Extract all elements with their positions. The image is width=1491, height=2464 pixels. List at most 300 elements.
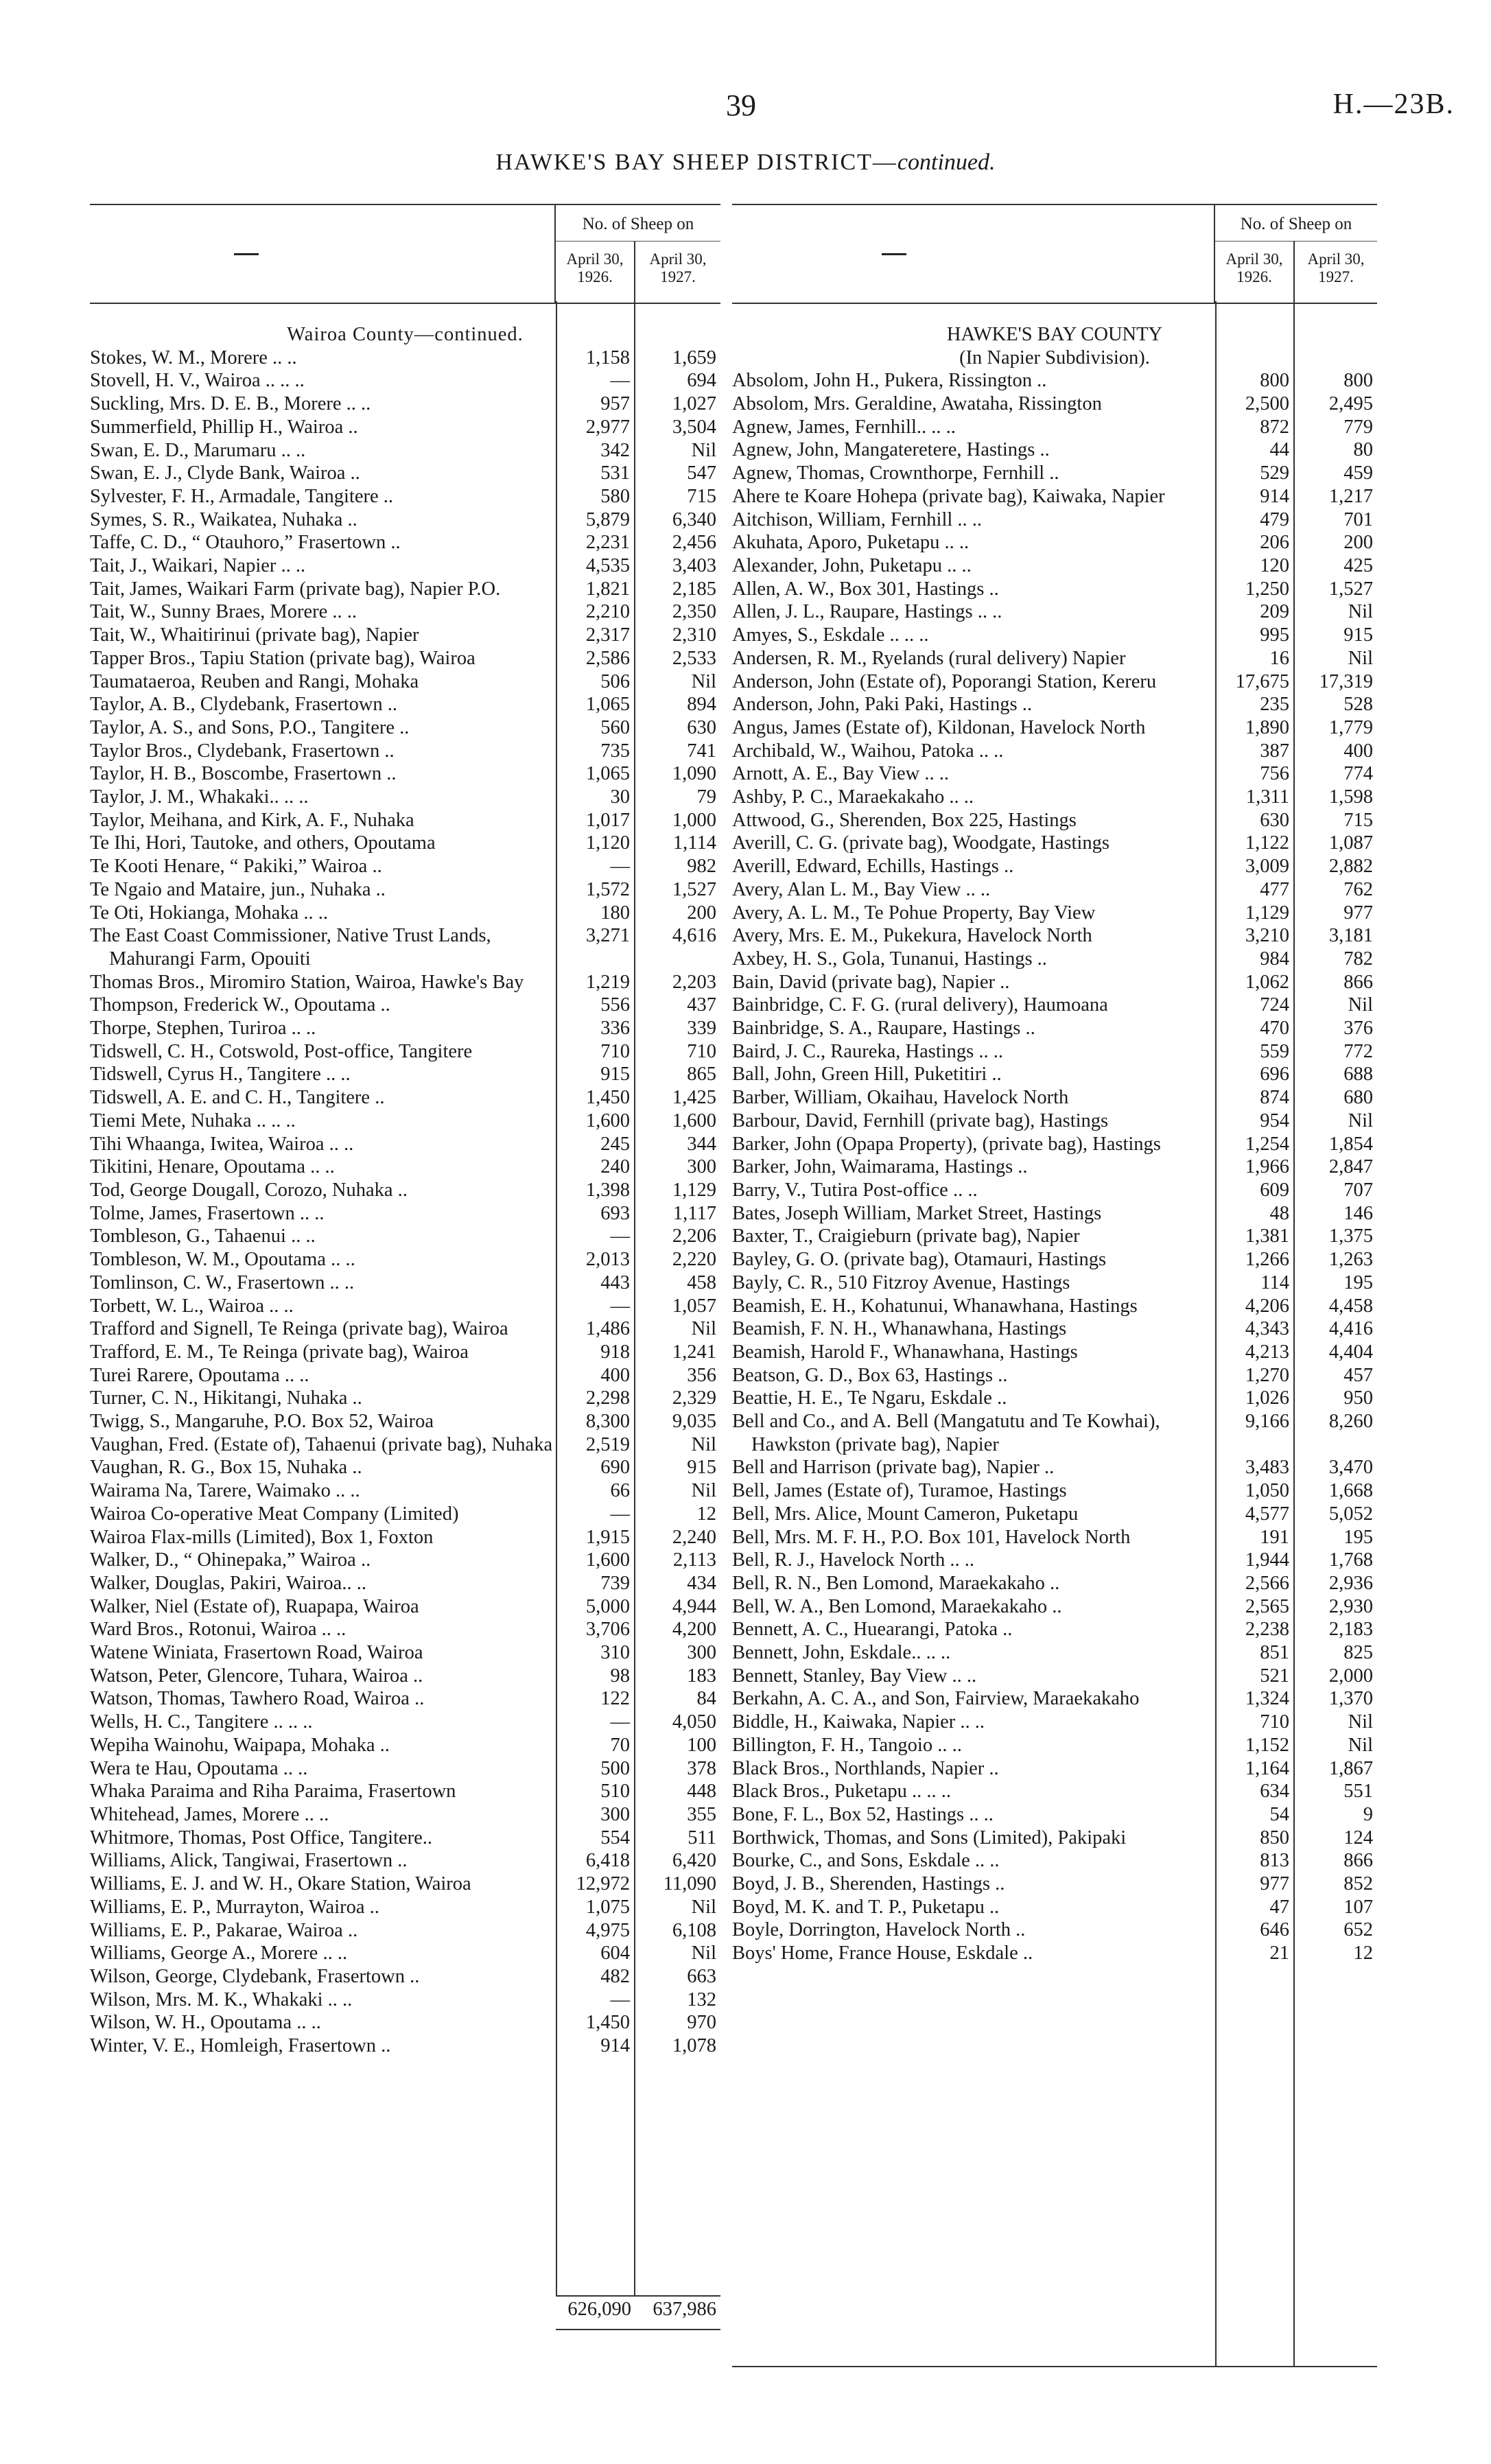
- owner-name: Tidswell, C. H., Cotswold, Post-office, Tangitere: [90, 1040, 473, 1062]
- table-row: [90, 878, 720, 902]
- sheep-1926: 206: [1260, 532, 1289, 554]
- table-row: [90, 1965, 720, 1988]
- table-row: [90, 1549, 720, 1572]
- table-row: [732, 1503, 1377, 1526]
- owner-name: Whitehead, James, Morere .. ..: [90, 1803, 329, 1825]
- sheep-1927: 437: [687, 994, 716, 1016]
- owner-name: Absolom, John H., Pukera, Rissington ..: [732, 370, 1047, 392]
- owner-name: Beamish, F. N. H., Whanawhana, Hastings: [732, 1318, 1067, 1340]
- owner-name: Twigg, S., Mangaruhe, P.O. Box 52, Wairoa: [90, 1411, 434, 1433]
- sheep-1926: 710: [1260, 1711, 1289, 1733]
- sheep-1926: 851: [1260, 1642, 1289, 1664]
- table-row: [732, 1040, 1377, 1064]
- owner-name: Bainbridge, S. A., Raupare, Hastings ..: [732, 1018, 1035, 1040]
- sheep-1927: 434: [687, 1572, 716, 1594]
- sheep-1926: 580: [600, 485, 630, 507]
- owner-name: Avery, A. L. M., Te Pohue Property, Bay View: [732, 902, 1096, 924]
- table-row: [90, 1479, 720, 1503]
- table-row: [90, 1433, 720, 1457]
- table-row: [732, 1572, 1377, 1595]
- table-row: [732, 1387, 1377, 1410]
- sheep-1927: 4,458: [1328, 1295, 1373, 1317]
- owner-name: Wells, H. C., Tangitere .. .. ..: [90, 1711, 313, 1733]
- sheep-1926: 2,977: [585, 416, 630, 438]
- owner-name: Walker, D., “ Ohinepaka,” Wairoa ..: [90, 1549, 371, 1571]
- owner-name: Bell and Harrison (private bag), Napier ..: [732, 1457, 1055, 1479]
- sheep-1927: 12: [696, 1503, 716, 1525]
- sheep-1926: 1,821: [585, 578, 630, 600]
- owner-name: Tait, W., Whaitirinui (private bag), Napier: [90, 624, 419, 646]
- sheep-1926: 3,483: [1245, 1457, 1289, 1479]
- sheep-1927: Nil: [1348, 994, 1373, 1016]
- sheep-1926: 693: [600, 1202, 630, 1224]
- sheep-1927: 1,117: [672, 1202, 716, 1224]
- sheep-1926: 918: [600, 1341, 630, 1363]
- sheep-1926: 506: [600, 670, 630, 692]
- table-row: [90, 416, 720, 439]
- sheep-1927: 707: [1343, 1179, 1373, 1201]
- sheep-1926: 1,065: [585, 763, 630, 785]
- sheep-1927: 1,087: [1328, 832, 1373, 854]
- sheep-1926: 813: [1260, 1850, 1289, 1872]
- left-column-table: [90, 204, 720, 2338]
- table-row: [732, 1479, 1377, 1503]
- sheep-1926: 995: [1260, 624, 1289, 646]
- sheep-1926: 735: [600, 740, 630, 762]
- table-row: [732, 1780, 1377, 1803]
- owner-name: Averill, Edward, Echills, Hastings ..: [732, 856, 1014, 878]
- left-body: [90, 323, 720, 2058]
- table-row: [732, 369, 1377, 392]
- sheep-1926: 2,566: [1245, 1572, 1289, 1594]
- owner-name: Agnew, Thomas, Crownthorpe, Fernhill ..: [732, 462, 1059, 484]
- sheep-1927: 195: [1343, 1271, 1373, 1293]
- table-row: [90, 902, 720, 925]
- table-row: [732, 1595, 1377, 1619]
- sheep-1927: 4,416: [1328, 1318, 1373, 1340]
- owner-name: Whitmore, Thomas, Post Office, Tangitere..: [90, 1827, 433, 1849]
- owner-name: Tapper Bros., Tapiu Station (private bag), Wairoa: [90, 647, 476, 669]
- table-row: [90, 1248, 720, 1271]
- sheep-1927: 2,350: [672, 601, 716, 623]
- table-row: [90, 624, 720, 647]
- sheep-1926: 2,500: [1245, 393, 1289, 415]
- owner-name: Wepiha Wainohu, Waipapa, Mohaka ..: [90, 1734, 390, 1756]
- sheep-1926: 477: [1260, 878, 1289, 900]
- sheep-1927: 528: [1343, 694, 1373, 716]
- sheep-1927: 457: [1343, 1364, 1373, 1386]
- owner-name: Williams, George A., Morere .. ..: [90, 1943, 348, 1964]
- left-header-col2: April 30, 1927.: [634, 241, 720, 303]
- table-row: [732, 1549, 1377, 1572]
- table-row: [90, 1341, 720, 1364]
- owner-name: Wilson, W. H., Opoutama .. ..: [90, 2012, 321, 2034]
- owner-name: Tidswell, A. E. and C. H., Tangitere ..: [90, 1087, 385, 1109]
- sheep-1926: 44: [1269, 439, 1289, 461]
- table-row: [90, 1526, 720, 1549]
- table-row: [90, 1364, 720, 1387]
- sheep-1926: 2,519: [585, 1433, 630, 1455]
- sheep-1926: 1,122: [1245, 832, 1289, 854]
- owner-name: Bates, Joseph William, Market Street, Hastings: [732, 1202, 1102, 1224]
- sheep-1926: 556: [600, 994, 630, 1016]
- owner-name: Wilson, Mrs. M. K., Whakaki .. ..: [90, 1988, 353, 2010]
- owner-name: Williams, E. J. and W. H., Okare Station, Wairoa: [90, 1873, 471, 1895]
- owner-name: Taylor, J. M., Whakaki.. .. ..: [90, 786, 309, 808]
- sheep-1927: 2,495: [1328, 393, 1373, 415]
- table-row: [90, 1110, 720, 1133]
- sheep-1927: Nil: [1348, 1711, 1373, 1733]
- sheep-1926: 1,254: [1245, 1133, 1289, 1155]
- sheep-1927: 652: [1343, 1919, 1373, 1941]
- sheep-1926: 1,120: [585, 832, 630, 854]
- sheep-1926: 2,565: [1245, 1595, 1289, 1617]
- owner-name: Winter, V. E., Homleigh, Frasertown ..: [90, 2035, 391, 2057]
- sheep-1926: 1,450: [585, 2012, 630, 2034]
- owner-name: Tombleson, G., Tahaenui .. ..: [90, 1225, 316, 1247]
- sheep-1926: 2,586: [585, 647, 630, 669]
- owner-name: Barbour, David, Fernhill (private bag), Hastings: [732, 1110, 1109, 1131]
- table-row: [732, 1665, 1377, 1688]
- table-row: [90, 1017, 720, 1040]
- sheep-1926: 1,152: [1245, 1734, 1289, 1756]
- owner-name: Bell, Mrs. M. F. H., P.O. Box 101, Havelock North: [732, 1526, 1131, 1548]
- right-header-group: [1214, 205, 1377, 303]
- sheep-1927: 459: [1343, 462, 1373, 484]
- sheep-1927: 339: [687, 1018, 716, 1040]
- owner-name: Williams, E. P., Murrayton, Wairoa ..: [90, 1896, 379, 1918]
- owner-name: Taumataeroa, Reuben and Rangi, Mohaka: [90, 670, 419, 692]
- owner-name: Baxter, T., Craigieburn (private bag), Napier: [732, 1225, 1080, 1247]
- table-row: [90, 1063, 720, 1086]
- owner-name: Bennett, Stanley, Bay View .. ..: [732, 1665, 977, 1687]
- owner-name: Anderson, John (Estate of), Poporangi Station, Kereru: [732, 670, 1157, 692]
- sheep-1926: 1,572: [585, 878, 630, 900]
- sheep-1926: 4,213: [1245, 1341, 1289, 1363]
- owner-name: Trafford and Signell, Te Reinga (private bag), Wairoa: [90, 1318, 508, 1340]
- right-table-header: [732, 204, 1377, 304]
- owner-name: Taffe, C. D., “ Otauhoro,” Frasertown ..: [90, 532, 401, 554]
- owner-name: Absolom, Mrs. Geraldine, Awataha, Rissington: [732, 393, 1102, 415]
- table-row: [90, 462, 720, 485]
- sheep-1926: 957: [600, 393, 630, 415]
- table-row: [732, 902, 1377, 925]
- table-row: [732, 462, 1377, 485]
- table-row: [732, 1942, 1377, 1965]
- owner-name: Bell, R. J., Havelock North .. ..: [732, 1549, 975, 1571]
- owner-name: Thorpe, Stephen, Turiroa .. ..: [90, 1018, 316, 1040]
- owner-name: Allen, A. W., Box 301, Hastings ..: [732, 578, 999, 600]
- sheep-1926: 872: [1260, 416, 1289, 438]
- owner-name: Vaughan, R. G., Box 15, Nuhaka ..: [90, 1457, 362, 1479]
- owner-name: Bell and Co., and A. Bell (Mangatutu and Te Kowhai), Hawkston (private bag), Napier: [732, 1411, 1160, 1455]
- sheep-1927: 982: [687, 856, 716, 878]
- sheep-1926: 245: [600, 1133, 630, 1155]
- sheep-1927: 84: [696, 1688, 716, 1710]
- table-row: [732, 924, 1377, 948]
- sheep-1926: 342: [600, 439, 630, 461]
- table-row: [732, 1827, 1377, 1850]
- sheep-1926: 21: [1269, 1943, 1289, 1964]
- sheep-1927: 894: [687, 694, 716, 716]
- sheep-1927: 1,668: [1328, 1480, 1373, 1502]
- sheep-1927: Nil: [691, 1896, 716, 1918]
- sheep-1927: 630: [687, 716, 716, 738]
- owner-name: Beamish, Harold F., Whanawhana, Hastings: [732, 1341, 1078, 1363]
- sheep-1926: 3,271: [585, 925, 630, 947]
- table-row: [90, 924, 720, 970]
- page-reference: H.—23B.: [1332, 89, 1455, 120]
- owner-name: Ashby, P. C., Maraekakaho .. ..: [732, 786, 974, 808]
- table-row: [90, 369, 720, 392]
- owner-name: Boyd, M. K. and T. P., Puketapu ..: [732, 1896, 1000, 1918]
- table-row: [732, 1202, 1377, 1225]
- sheep-1927: 825: [1343, 1642, 1373, 1664]
- title-main: HAWKE'S BAY SHEEP DISTRICT—: [495, 150, 897, 175]
- sheep-1926: —: [610, 1711, 630, 1733]
- table-row: [90, 1086, 720, 1110]
- owner-name: Williams, Alick, Tangiwai, Frasertown ..: [90, 1850, 408, 1872]
- table-row: [732, 1133, 1377, 1156]
- table-row: [90, 1919, 720, 1943]
- table-row: [732, 485, 1377, 508]
- table-row: [90, 1803, 720, 1827]
- sheep-1926: 500: [600, 1757, 630, 1779]
- table-row: [90, 1665, 720, 1688]
- right-bottom-rule: [732, 2366, 1377, 2367]
- sheep-1927: 1,217: [1328, 485, 1373, 507]
- sheep-1926: 2,013: [585, 1249, 630, 1271]
- page-number: 39: [726, 89, 756, 122]
- table-row: [732, 1757, 1377, 1781]
- sheep-1927: Nil: [691, 1480, 716, 1502]
- sheep-1927: 132: [687, 1988, 716, 2010]
- table-row: [732, 1849, 1377, 1873]
- sheep-1926: 1,915: [585, 1526, 630, 1548]
- owner-name: Tait, J., Waikari, Napier .. ..: [90, 555, 306, 577]
- sheep-1926: 3,706: [585, 1619, 630, 1641]
- owner-name: Tombleson, W. M., Opoutama .. ..: [90, 1249, 355, 1271]
- sheep-1927: 3,470: [1328, 1457, 1373, 1479]
- sheep-1926: —: [610, 1503, 630, 1525]
- sheep-1926: 2,238: [1245, 1619, 1289, 1641]
- sheep-1927: 977: [1343, 902, 1373, 924]
- sheep-1927: 2,310: [672, 624, 716, 646]
- right-body: [732, 323, 1377, 1965]
- sheep-1926: 479: [1260, 508, 1289, 530]
- sheep-1927: 741: [687, 740, 716, 762]
- sheep-1927: 458: [687, 1271, 716, 1293]
- owner-name: Boyd, J. B., Sherenden, Hastings ..: [732, 1873, 1005, 1895]
- owner-name: Barker, John, Waimarama, Hastings ..: [732, 1156, 1028, 1178]
- owner-name: Baird, J. C., Raureka, Hastings .. ..: [732, 1040, 1003, 1062]
- sheep-1927: 1,375: [1328, 1225, 1373, 1247]
- owner-name: Ahere te Koare Hohepa (private bag), Kaiwaka, Napier: [732, 485, 1165, 507]
- sheep-1927: 1,425: [672, 1087, 716, 1109]
- owner-name: Attwood, G., Sherenden, Box 225, Hastings: [732, 809, 1077, 831]
- sheep-1927: 5,052: [1328, 1503, 1373, 1525]
- owner-name: Bell, James (Estate of), Turamoe, Hastings: [732, 1480, 1067, 1502]
- sheep-1927: 376: [1343, 1018, 1373, 1040]
- table-row: [732, 1618, 1377, 1641]
- sheep-1926: 1,075: [585, 1896, 630, 1918]
- sheep-1926: 1,311: [1245, 786, 1289, 808]
- sheep-1926: 1,486: [585, 1318, 630, 1340]
- table-row: [732, 1295, 1377, 1318]
- sheep-1926: —: [610, 1988, 630, 2010]
- sheep-1926: 510: [600, 1781, 630, 1803]
- table-row: [732, 971, 1377, 994]
- table-row: [90, 439, 720, 462]
- owner-name: Wera te Hau, Opoutama .. ..: [90, 1757, 308, 1779]
- sheep-1926: 984: [1260, 948, 1289, 970]
- sheep-1926: 915: [600, 1064, 630, 1086]
- owner-name: Beattie, H. E., Te Ngaru, Eskdale ..: [732, 1387, 1007, 1409]
- table-row: [90, 1988, 720, 2012]
- sheep-1926: 1,600: [585, 1110, 630, 1131]
- table-row: [90, 1271, 720, 1295]
- owner-name: Bain, David (private bag), Napier ..: [732, 971, 1010, 993]
- sheep-1926: 1,050: [1245, 1480, 1289, 1502]
- sheep-1927: 4,050: [672, 1711, 716, 1733]
- sheep-1926: 240: [600, 1156, 630, 1178]
- table-row: [732, 832, 1377, 855]
- right-header-col1: April 30, 1926.: [1225, 250, 1283, 285]
- sheep-1927: Nil: [691, 670, 716, 692]
- sheep-1927: 2,847: [1328, 1156, 1373, 1178]
- table-row: [90, 809, 720, 832]
- owner-name: Summerfield, Phillip H., Wairoa ..: [90, 416, 358, 438]
- left-total-1926: 626,090: [567, 2299, 631, 2320]
- sheep-1926: 1,065: [585, 694, 630, 716]
- owner-name: Wairoa Flax-mills (Limited), Box 1, Foxton: [90, 1526, 434, 1548]
- sheep-1926: 977: [1260, 1873, 1289, 1895]
- table-row: [732, 1248, 1377, 1271]
- table-row: [90, 1734, 720, 1757]
- owner-name: Swan, E. D., Marumaru .. ..: [90, 439, 306, 461]
- sheep-1927: 865: [687, 1064, 716, 1086]
- sheep-1926: 336: [600, 1018, 630, 1040]
- sheep-1926: 6,418: [585, 1850, 630, 1872]
- table-row: [732, 392, 1377, 416]
- title-continued: continued.: [897, 150, 996, 175]
- sheep-1927: 701: [1343, 508, 1373, 530]
- owner-name: Taylor, Meihana, and Kirk, A. F., Nuhaka: [90, 809, 414, 831]
- owner-name: Billington, F. H., Tangoio .. ..: [732, 1734, 962, 1756]
- sheep-1927: 2,113: [672, 1549, 716, 1571]
- table-row: [90, 1040, 720, 1064]
- owner-name: Ward Bros., Rotonui, Wairoa .. ..: [90, 1619, 347, 1641]
- sheep-1927: 1,779: [1328, 716, 1373, 738]
- sheep-1927: 970: [687, 2012, 716, 2034]
- table-row: [90, 2011, 720, 2034]
- sheep-1927: 1,027: [672, 393, 716, 415]
- sheep-1926: 17,675: [1235, 670, 1289, 692]
- table-row: [90, 1456, 720, 1479]
- sheep-1926: 98: [610, 1665, 630, 1687]
- table-row: [90, 1711, 720, 1734]
- table-row: [732, 786, 1377, 809]
- sheep-1927: 6,420: [672, 1850, 716, 1872]
- sheep-1927: 2,329: [672, 1387, 716, 1409]
- right-column-table: [732, 204, 1377, 2366]
- sheep-1926: 630: [1260, 809, 1289, 831]
- sheep-1926: 387: [1260, 740, 1289, 762]
- sheep-1927: 4,200: [672, 1619, 716, 1641]
- sheep-1927: 200: [687, 902, 716, 924]
- table-row: [90, 1317, 720, 1341]
- sheep-1927: 195: [1343, 1526, 1373, 1548]
- sheep-1926: 1,158: [585, 347, 630, 368]
- owner-name: Watson, Peter, Glencore, Tuhara, Wairoa ..: [90, 1665, 423, 1687]
- sheep-1926: 30: [610, 786, 630, 808]
- table-row: [90, 1202, 720, 1225]
- sheep-1926: 12,972: [576, 1873, 630, 1895]
- sheep-1926: 70: [610, 1734, 630, 1756]
- sheep-1926: 47: [1269, 1896, 1289, 1918]
- sheep-1927: 1,598: [1328, 786, 1373, 808]
- sheep-1927: 4,944: [672, 1595, 716, 1617]
- table-row: [90, 1225, 720, 1248]
- sheep-1927: Nil: [691, 1433, 716, 1455]
- left-header-col1: April 30, 1926.: [566, 250, 624, 285]
- sheep-1926: 122: [600, 1688, 630, 1710]
- right-header-col2: April 30, 1927.: [1293, 241, 1377, 303]
- table-row: [732, 1017, 1377, 1040]
- owner-name: Tidswell, Cyrus H., Tangitere .. ..: [90, 1064, 351, 1086]
- sheep-1927: 2,220: [672, 1249, 716, 1271]
- sheep-1927: 852: [1343, 1873, 1373, 1895]
- sheep-1926: 1,944: [1245, 1549, 1289, 1571]
- sheep-1927: 425: [1343, 555, 1373, 576]
- sheep-1926: 1,966: [1245, 1156, 1289, 1178]
- owner-name: Stovell, H. V., Wairoa .. .. ..: [90, 370, 305, 392]
- owner-name: Thomas Bros., Miromiro Station, Wairoa, Hawke's Bay: [90, 971, 524, 993]
- sheep-1927: 9: [1363, 1803, 1373, 1825]
- sheep-1927: 950: [1343, 1387, 1373, 1409]
- owner-name: Barry, V., Tutira Post-office .. ..: [732, 1179, 978, 1201]
- sheep-1927: 2,882: [1328, 856, 1373, 878]
- sheep-1927: 300: [687, 1642, 716, 1664]
- owner-name: Bone, F. L., Box 52, Hastings .. ..: [732, 1803, 994, 1825]
- sheep-1927: 355: [687, 1803, 716, 1825]
- table-row: [90, 1687, 720, 1711]
- sheep-1926: 2,210: [585, 601, 630, 623]
- sheep-1926: 1,250: [1245, 578, 1289, 600]
- sheep-1927: 183: [687, 1665, 716, 1687]
- table-row: [732, 578, 1377, 601]
- table-row: [90, 578, 720, 601]
- table-row: [90, 554, 720, 578]
- table-row: [732, 1271, 1377, 1295]
- table-row: [732, 1410, 1377, 1456]
- table-row: [90, 508, 720, 532]
- sheep-1927: 715: [687, 485, 716, 507]
- owner-name: Trafford, E. M., Te Reinga (private bag), Wairoa: [90, 1341, 469, 1363]
- owner-name: Archibald, W., Waihou, Patoka .. ..: [732, 740, 1004, 762]
- sheep-1926: 443: [600, 1271, 630, 1293]
- table-row: [90, 392, 720, 416]
- sheep-1926: 5,879: [585, 508, 630, 530]
- right-header-group-label: No. of Sheep on: [1240, 215, 1352, 233]
- owner-name: Symes, S. R., Waikatea, Nuhaka ..: [90, 508, 357, 530]
- owner-name: Tomlinson, C. W., Frasertown .. ..: [90, 1271, 355, 1293]
- table-row: [732, 1317, 1377, 1341]
- owner-name: Tiemi Mete, Nuhaka .. .. ..: [90, 1110, 296, 1131]
- sheep-1927: 762: [1343, 878, 1373, 900]
- owner-name: Walker, Niel (Estate of), Ruapapa, Wairoa: [90, 1595, 419, 1617]
- owner-name: Tod, George Dougall, Corozo, Nuhaka ..: [90, 1180, 408, 1201]
